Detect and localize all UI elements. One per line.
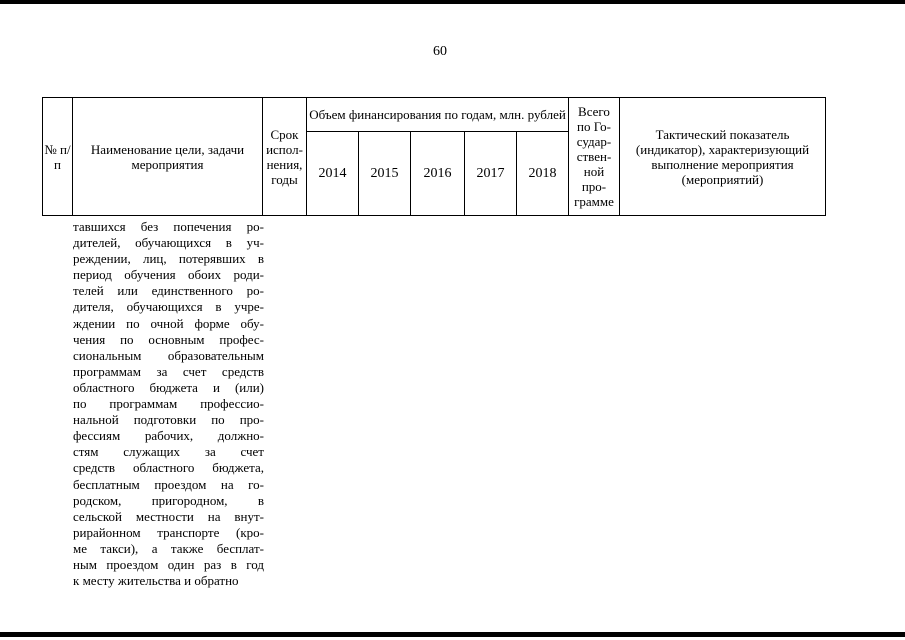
year-2018: 2018 <box>517 132 569 216</box>
text-line: дителя, обучающихся в учре- <box>73 299 264 315</box>
top-border-rule <box>0 0 905 4</box>
column-header-funding <box>307 98 569 132</box>
text-line: стям служащих за счет <box>73 444 264 460</box>
term-line: нения, <box>266 156 303 172</box>
term-line: Срок <box>270 126 299 142</box>
column-header-indicator <box>620 98 826 216</box>
year-2015: 2015 <box>359 132 411 216</box>
text-line: бесплатным проездом на го- <box>73 476 264 492</box>
text-line: сиональным образовательным <box>73 347 264 363</box>
text-line: реждении, лиц, потерявших в <box>73 251 264 267</box>
text-line: период обучения обоих роди- <box>73 267 264 283</box>
column-header-total <box>569 98 620 216</box>
text-line: средств областного бюджета, <box>73 460 264 476</box>
column-header-term <box>263 98 307 216</box>
column-header-number-label: № п/п <box>44 141 71 172</box>
total-line: судар- <box>576 134 612 149</box>
text-line: дителей, обучающихся в уч- <box>73 235 264 251</box>
text-line: сельской местности на внут- <box>73 508 264 524</box>
total-line: ной <box>583 164 605 179</box>
text-line: тавшихся без попечения ро- <box>73 219 264 234</box>
term-line: годы <box>271 171 298 187</box>
text-line: нальной подготовки по про- <box>73 412 264 428</box>
text-line: телей или единственного ро- <box>73 283 264 299</box>
year-2014: 2014 <box>307 132 359 216</box>
total-line: про- <box>581 179 607 194</box>
year-2016: 2016 <box>411 132 465 216</box>
measure-description <box>73 219 264 589</box>
year-2017: 2017 <box>465 132 517 216</box>
text-line: программам за счет средств <box>73 363 264 379</box>
text-line: по программам профессио- <box>73 396 264 412</box>
term-line: испол- <box>266 141 303 157</box>
text-line: родском, пригородном, в <box>73 492 264 508</box>
page-number: 60 <box>433 44 447 59</box>
column-header-name-label: Наименование цели, задачи мероприятия <box>90 141 245 172</box>
text-line: ме такси), а также бесплат- <box>73 540 264 556</box>
text-line: ждении по очной форме обу- <box>73 315 264 331</box>
table-header <box>42 97 826 216</box>
text-line: к месту жительства и обратно <box>73 573 239 589</box>
text-line: фессиям рабочих, должно- <box>73 428 264 444</box>
column-header-indicator-label: Тактический показатель (индикатор), характеризующий выполнение мероприятия (мероприятий) <box>635 126 810 187</box>
bottom-border-rule <box>0 632 905 637</box>
column-header-name <box>73 98 263 216</box>
total-line: грамме <box>574 194 614 209</box>
text-line: областного бюджета и (или) <box>73 379 264 395</box>
text-line: чения по основным профес- <box>73 331 264 347</box>
total-line: ствен- <box>576 149 612 164</box>
text-line: ным проездом один раз в год <box>73 556 264 572</box>
column-header-number <box>43 98 73 216</box>
total-line: по Го- <box>577 119 611 134</box>
total-line: Всего <box>578 104 610 119</box>
column-header-funding-label: Объем финансирования по годам, млн. рублей <box>309 107 566 122</box>
text-line: рирайонном транспорте (кро- <box>73 524 264 540</box>
